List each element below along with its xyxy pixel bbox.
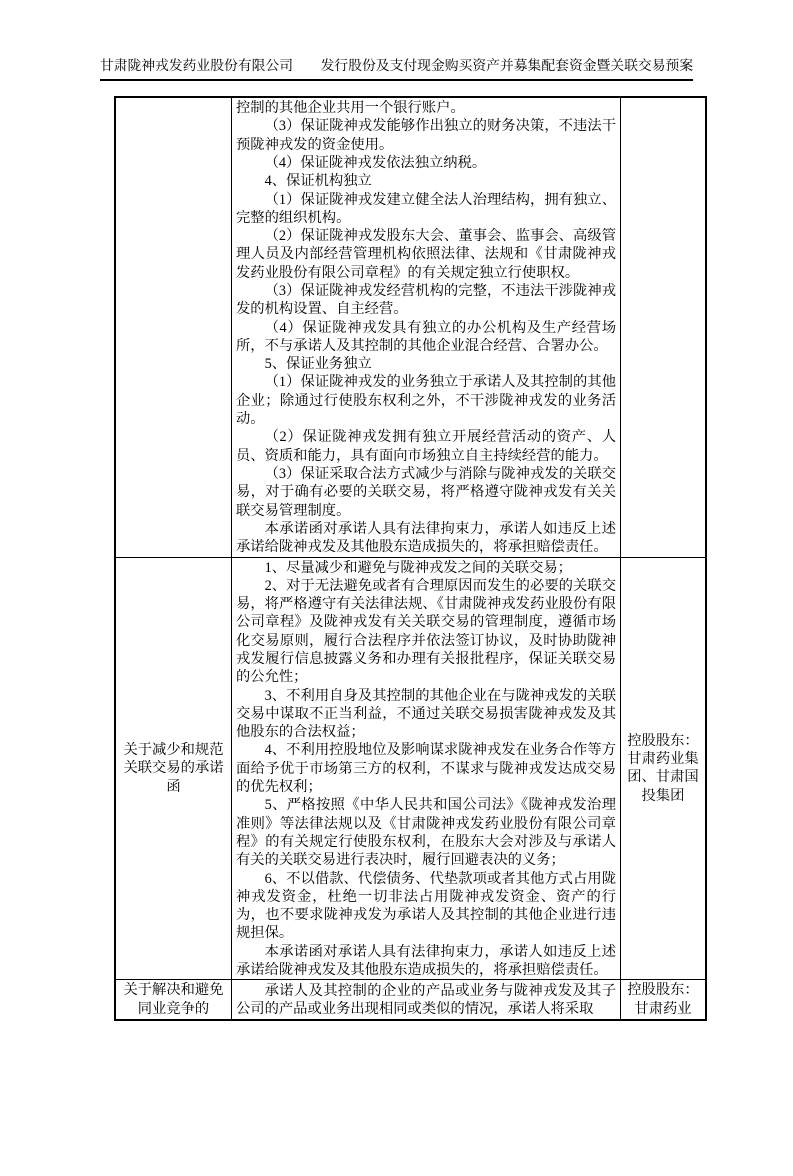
paragraph: 本承诺函对承诺人具有法律拘束力，承诺人如违反上述承诺给陇神戎发及其他股东造成损失的，将承担赔偿责任。	[236, 520, 616, 556]
commitment-content-cell	[232, 97, 621, 557]
paragraph: 4、不利用控股地位及影响谋求陇神戎发在业务合作等方面给予优于市场第三方的权利，不谋求与陇神戎发达成交易的优先权利；	[236, 742, 616, 796]
paragraph: （4）保证陇神戎发依法独立纳税。	[264, 154, 487, 171]
paragraph: 承诺人及其控制的企业的产品或业务与陇神戎发及其子公司的产品或业务出现相同或类似的情况，承诺人将采取	[236, 982, 616, 1018]
paragraph: 5、保证业务独立	[264, 356, 372, 373]
paragraph: 控制的其他企业共用一个银行账户。	[236, 100, 465, 117]
paragraph: （1）保证陇神戎发的业务独立于承诺人及其控制的其他企业；除通过行使股东权利之外，不干涉陇神戎发的业务活动。	[236, 374, 616, 428]
paragraph: （2）保证陇神戎发股东大会、董事会、监事会、高级管理人员及内部经营管理机构依照法律、法规和《甘肃陇神戎发药业股份有限公司章程》的有关规定独立行使职权。	[236, 228, 616, 281]
paragraph: （3）保证陇神戎发能够作出独立的财务决策，不违法干预陇神戎发的资金使用。	[236, 118, 616, 153]
paragraph: （4）保证陇神戎发具有独立的办公机构及生产经营场所，不与承诺人及其控制的其他企业混合经营、合署办公。	[236, 319, 616, 354]
document-page	[0, 54, 793, 1176]
paragraph: （1）保证陇神戎发建立健全法人治理结构，拥有独立、完整的组织机构。	[236, 191, 616, 226]
commitment-party-cell	[621, 97, 707, 557]
commitment-title-cell: 关于解决和避免同业竞争的	[115, 980, 232, 1020]
paragraph: 1、尽量减少和避免与陇神戎发之间的关联交易；	[264, 559, 572, 576]
table-row	[115, 97, 706, 557]
commitment-content-cell	[232, 980, 621, 1020]
commitment-party-cell: 控股股东：甘肃药业	[621, 980, 707, 1020]
paragraph: （3）保证陇神戎发经营机构的完整，不违法干涉陇神戎发的机构设置、自主经营。	[236, 283, 616, 318]
paragraph: 6、不以借款、代偿债务、代垫款项或者其他方式占用陇神戎发资金，杜绝一切非法占用陇神戎发资金、资产的行为，也不要求陇神戎发为承诺人及其控制的其他企业进行违规担保。	[236, 870, 616, 942]
paragraph: （3）保证采取合法方式减少与消除与陇神戎发的关联交易，对于确有必要的关联交易，将严格遵守陇神戎发有关关联交易管理制度。	[236, 465, 616, 519]
page-header: 甘肃陇神戎发药业股份有限公司 发行股份及支付现金购买资产并募集配套资金暨关联交易预案	[100, 54, 693, 81]
table-row	[115, 557, 706, 980]
commitment-content-cell	[232, 557, 621, 980]
commitment-party-cell: 控股股东：甘肃药业集团、甘肃国投集团	[621, 557, 707, 980]
paragraph: 2、对于无法避免或者有合理原因而发生的必要的关联交易，将严格遵守有关法律法规、《甘肃陇神戎发药业股份有限公司章程》及陇神戎发有关关联交易的管理制度，遵循市场化交易原则，履行合法程序并依法签订协议，及时协助陇神戎发履行信息披露义务和办理有关报批程序，保证关联交易的公允性；	[236, 577, 616, 686]
paragraph: 5、严格按照《中华人民共和国公司法》《陇神戎发治理准则》等法律法规以及《甘肃陇神戎发药业股份有限公司章程》的有关规定行使股东权利，在股东大会对涉及与承诺人有关的关联交易进行表决时，履行回避表决的义务；	[236, 797, 616, 869]
paragraph: 4、保证机构独立	[264, 173, 372, 190]
paragraph: 本承诺函对承诺人具有法律拘束力，承诺人如违反上述承诺给陇神戎发及其他股东造成损失的，将承担赔偿责任。	[236, 943, 616, 979]
commitment-title-cell	[115, 97, 232, 557]
commitments-table	[114, 96, 707, 1021]
paragraph: （2）保证陇神戎发拥有独立开展经营活动的资产、人员、资质和能力，具有面向市场独立自主持续经营的能力。	[236, 429, 616, 464]
paragraph: 3、不利用自身及其控制的其他企业在与陇神戎发的关联交易中谋取不正当利益，不通过关联交易损害陇神戎发及其他股东的合法权益；	[236, 687, 616, 741]
commitment-title-cell: 关于减少和规范关联交易的承诺函	[115, 557, 232, 980]
table-row	[115, 980, 706, 1020]
